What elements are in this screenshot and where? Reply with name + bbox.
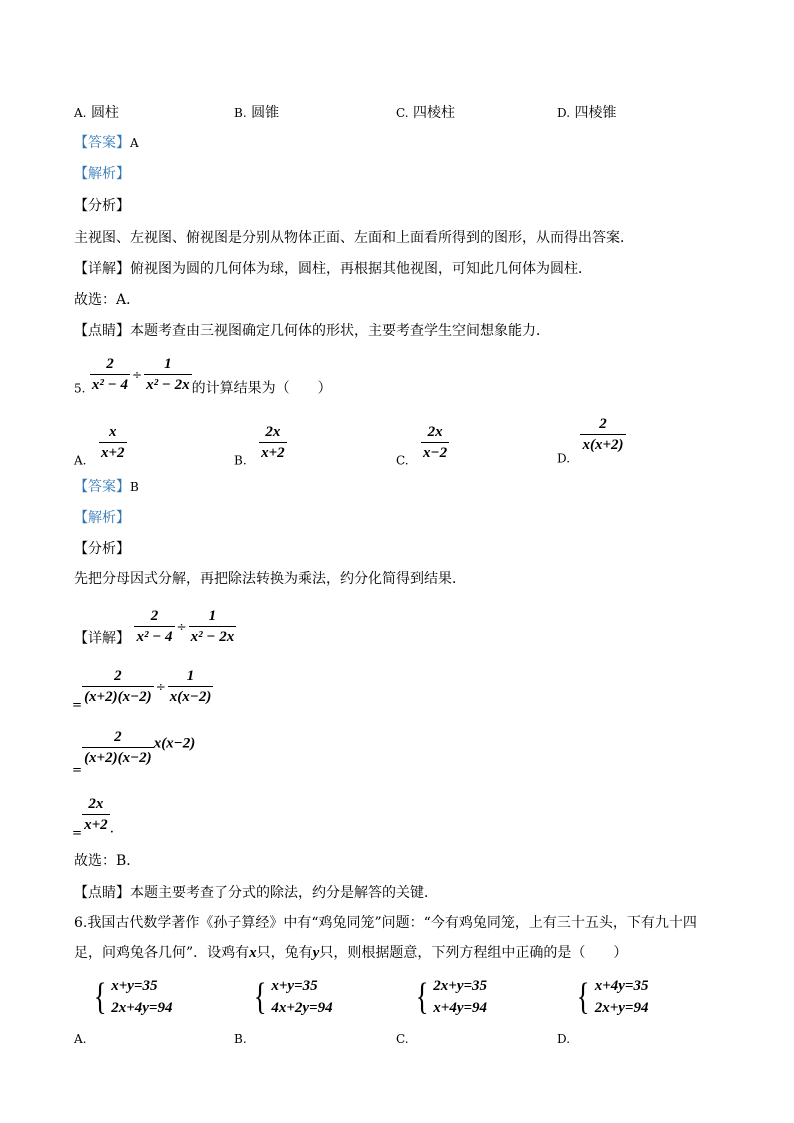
equation: 2x+y=94 (594, 1000, 649, 1016)
denominator: x+2 (259, 442, 287, 463)
fraction (82, 727, 154, 768)
option-label: C. (396, 453, 409, 468)
numerator: 2 (114, 668, 122, 684)
option-label: D. (557, 106, 571, 120)
fraction (259, 422, 287, 463)
denominator: x(x−2) (168, 686, 214, 707)
numerator: 2 (106, 356, 114, 372)
denominator: x(x+2) (580, 434, 625, 455)
q6-stem-line2 (74, 943, 627, 963)
q4-answer (74, 133, 139, 153)
numerator: 2 (599, 416, 607, 432)
denominator: (x+2)(x−2) (82, 686, 154, 707)
xiangjie-text: 俯视图为圆的几何体为球，圆柱，再根据其他视图，可知此几何体为圆柱． (130, 261, 592, 277)
equals-sign: = (72, 762, 83, 777)
denominator: x² − 2x (144, 374, 192, 395)
answer-tag: 【答案】 (74, 479, 130, 495)
variable-y: y (312, 945, 320, 961)
q5-choose: 故选：B． (74, 853, 141, 869)
q5-option-a (74, 422, 127, 471)
q5-analysis-tag: 【解析】 (74, 510, 130, 526)
q4-xiangjie (74, 259, 592, 279)
q5-xiangjie-line1 (74, 606, 236, 649)
q5-answer (74, 477, 139, 497)
q5-option-c (396, 422, 449, 471)
dianjing-text: 本题主要考查了分式的除法，约分是解答的关键． (130, 885, 438, 901)
option-label: A. (74, 453, 87, 468)
fraction (580, 414, 625, 455)
equation-system (413, 975, 487, 1019)
equals-sign: = (72, 825, 83, 840)
numerator: 2x (88, 796, 104, 812)
equals-sign: = (72, 697, 83, 712)
fraction (82, 666, 154, 707)
brace-icon: { (577, 976, 590, 1018)
stem-part: 只，则根据题意，下列方程组中正确的是（ ） (319, 945, 628, 961)
q6-option-b (234, 975, 333, 1049)
brace-icon: { (415, 976, 429, 1018)
q5-stem (74, 354, 332, 399)
q4-option-d (557, 103, 616, 123)
option-label: C. (396, 1032, 409, 1046)
fraction (134, 606, 174, 647)
brace-icon: { (253, 976, 267, 1018)
equation: 2x+y=35 (433, 978, 488, 994)
stem-part: 足，问鸡兔各几何”．设鸡有 (74, 945, 250, 961)
denominator: x+2 (99, 442, 127, 463)
equation-system (574, 975, 648, 1019)
denominator: (x+2)(x−2) (82, 747, 154, 768)
divide-sign: ÷ (176, 619, 187, 634)
q4-option-b (234, 103, 279, 123)
q5-step1 (72, 666, 213, 715)
option-label: B. (234, 453, 247, 468)
fraction (99, 422, 127, 463)
fraction (90, 354, 130, 395)
q4-choose: 故选：A． (74, 292, 141, 308)
option-label: D. (557, 451, 571, 466)
numerator: 2x (427, 424, 443, 440)
dianjing-tag: 【点睛】 (74, 323, 130, 339)
xiangjie-tag: 【详解】 (74, 261, 130, 277)
option-label: B. (234, 106, 247, 120)
dianjing-tag: 【点睛】 (74, 885, 130, 901)
numerator: 1 (164, 356, 172, 372)
option-label: A. (74, 1032, 87, 1046)
divide-sign: ÷ (132, 367, 143, 382)
numerator: 2x (265, 424, 281, 440)
q4-analysis-tag: 【解析】 (74, 166, 130, 182)
divide-sign: ÷ (155, 679, 166, 694)
equation-system (251, 975, 333, 1019)
equation: x+y=35 (111, 978, 158, 994)
q6-stem-line1: 6.我国古代数学著作《孙子算经》中有“鸡兔同笼”问题：“今有鸡兔同笼，上有三十五头，下有九十四 (74, 915, 697, 931)
xiangjie-tag: 【详解】 (74, 630, 130, 647)
equation: x+4y=35 (594, 978, 649, 994)
q5-fenxi-text: 先把分母因式分解，再把除法转换为乘法，约分化简得到结果． (74, 571, 466, 587)
q4-option-c (396, 103, 455, 123)
equation-system (91, 975, 173, 1019)
q5-option-b (234, 422, 287, 471)
denominator: x−2 (421, 442, 449, 463)
q4-fenxi-tag: 【分析】 (74, 198, 130, 214)
denominator: x² − 2x (189, 626, 237, 647)
option-label: B. (234, 1032, 247, 1046)
dianjing-text: 本题考查由三视图确定几何体的形状，主要考查学生空间想象能力． (130, 323, 550, 339)
option-label: C. (396, 106, 409, 120)
period: . (109, 820, 115, 837)
fraction (168, 666, 214, 707)
option-label: D. (557, 1032, 571, 1046)
option-text: 圆锥 (251, 105, 280, 121)
fraction (421, 422, 449, 463)
equation: x+4y=94 (433, 1000, 488, 1016)
q6-option-d (557, 975, 648, 1049)
equation: 2x+4y=94 (111, 1000, 173, 1016)
option-text: 四棱锥 (574, 105, 617, 121)
fraction (189, 606, 237, 647)
numerator: 2 (114, 729, 122, 745)
answer-value: B (130, 480, 139, 494)
q4-option-a (74, 103, 119, 123)
denominator: x² − 4 (134, 626, 174, 647)
stem-tail: 的计算结果为（ ） (191, 380, 332, 397)
brace-icon: { (93, 976, 107, 1018)
denominator: x² − 4 (90, 374, 130, 395)
q5-fenxi-tag: 【分析】 (74, 541, 130, 557)
option-text: 圆柱 (90, 105, 119, 121)
stem-part: 只，兔有 (256, 945, 313, 961)
q6-option-a (74, 975, 172, 1049)
numerator: 1 (186, 668, 195, 684)
denominator: x+2 (82, 814, 110, 835)
equation: x+y=35 (271, 978, 318, 994)
fraction (144, 354, 192, 395)
numerator: 1 (208, 608, 217, 624)
answer-tag: 【答案】 (74, 135, 130, 151)
q5-step2 (72, 727, 195, 780)
fraction (82, 794, 110, 835)
option-text: 四棱柱 (413, 105, 456, 121)
answer-value: A (130, 136, 139, 150)
question-number: 5. (74, 381, 86, 396)
numerator: 2 (150, 608, 159, 624)
numerator: x (108, 424, 117, 440)
multiplier: x(x−2) (153, 735, 196, 752)
q5-option-d (557, 414, 626, 469)
equation: 4x+2y=94 (271, 1000, 333, 1016)
variable-x: x (249, 945, 257, 961)
q5-step3 (72, 794, 114, 843)
option-label: A. (74, 106, 87, 120)
q6-option-c (396, 975, 487, 1049)
q5-dianjing (74, 883, 438, 903)
q4-fenxi-text: 主视图、左视图、俯视图是分别从物体正面、左面和上面看所得到的图形，从而得出答案． (74, 230, 634, 246)
q4-dianjing (74, 321, 550, 341)
